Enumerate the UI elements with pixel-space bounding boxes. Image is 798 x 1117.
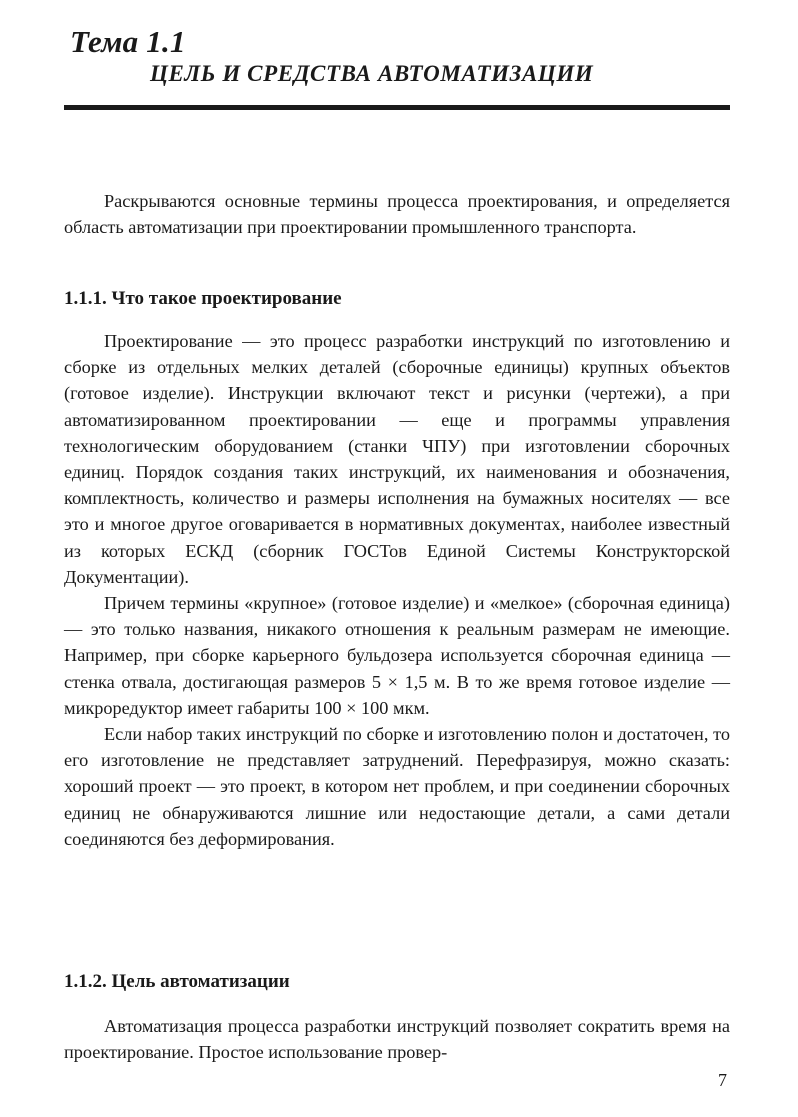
- section-1-paragraph-3: Если набор таких инструкций по сборке и изготовлению полон и достаточен, то его изготовление не представляет затруднений. Перефразируя, можно сказать: хороший проект — это проект, в котором нет проблем, и при соединении сборочных единиц не обнаруживаются лишние или недостающие детали, а сами детали соединяются без деформирования.: [64, 724, 730, 849]
- section-1-body: [64, 328, 730, 852]
- section-2-body: [64, 1013, 730, 1065]
- intro-text: Раскрываются основные термины процесса проектирования, и определяется область автоматизации при проектировании промышленного транспорта.: [64, 191, 730, 238]
- section-1-paragraph-1: Проектирование — это процесс разработки инструкций по изготовлению и сборке из отдельных мелких деталей (сборочные единицы) крупных объектов (готовое изделие). Инструкции включают текст и рисунки (чертежи), а при автоматизированном проектировании — еще и программы управления технологическим оборудованием (станки ЧПУ) при изготовлении сборочных единиц. Порядок создания таких инструкций, их наименования и обозначения, комплектность, количество и размеры исполнения на бумажных носителях — все это и многое другое оговаривается в нормативных документах, наиболее известный из которых ЕСКД (сборник ГОСТов Единой Системы Конструкторской Документации).: [64, 331, 730, 587]
- section-heading-2: 1.1.2. Цель автоматизации: [64, 971, 290, 992]
- section-heading-1: 1.1.1. Что такое проектирование: [64, 288, 342, 309]
- header-rule: [64, 105, 730, 110]
- section-2-paragraph-1: Автоматизация процесса разработки инструкций позволяет сократить время на проектирование. Простое использование провер-: [64, 1016, 730, 1063]
- section-1-paragraph-2: Причем термины «крупное» (готовое изделие) и «мелкое» (сборочная единица) — это только названия, никакого отношения к реальным размерам не имеющие. Например, при сборке карьерного бульдозера используется сборочная единица — стенка отвала, достигающая размеров 5 × 1,5 м. В то же время готовое изделие — микроредуктор имеет габариты 100 × 100 мкм.: [64, 593, 730, 718]
- topic-label: Тема 1.1: [70, 24, 186, 59]
- intro-paragraph: [64, 188, 730, 240]
- topic-title: ЦЕЛЬ И СРЕДСТВА АВТОМАТИЗАЦИИ: [150, 61, 594, 86]
- page-number: 7: [718, 1070, 727, 1090]
